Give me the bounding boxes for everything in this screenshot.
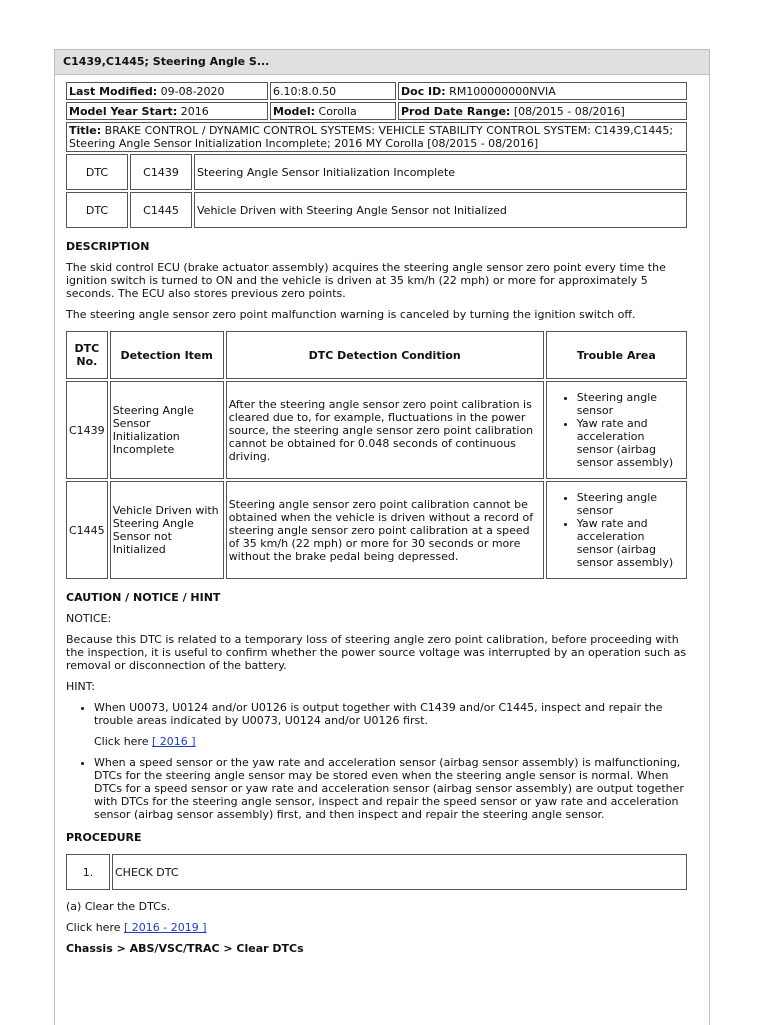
caution-heading: CAUTION / NOTICE / HINT (66, 591, 221, 604)
dtc-row: DTC C1439 Steering Angle Sensor Initialization Incomplete (66, 154, 687, 190)
table-row: C1439 Steering Angle Sensor Initialization Incomplete After the steering angle sensor zero point calibration is cleared due to, for example, fluctuations in the power source, the steering angle sensor zero point calibration cannot be obtained for 0.048 seconds of continuous driving. • Steering angle sensor • Yaw rate and acceleration sensor (airbag sensor assembly) (66, 381, 687, 479)
document-content (66, 80, 691, 963)
list-item: • When U0073, U0124 and/or U0126 is output together with C1439 and/or C1445, inspect and repair the trouble areas indicated by U0073, U0124 and/or U0126 first. Click here [ 2016 ] (94, 701, 691, 748)
document-frame (54, 49, 710, 1025)
last-modified-cell: Last Modified: 09-08-2020 (66, 82, 268, 100)
description-paragraph: The skid control ECU (brake actuator assembly) acquires the steering angle sensor zero point every time the ignition switch is turned to ON and the vehicle is driven at 35 km/h (22 mph) or more for approximately 5 seconds. The ECU also stores previous zero points. (66, 261, 666, 300)
dtc-row: DTC C1445 Vehicle Driven with Steering Angle Sensor not Initialized (66, 192, 687, 228)
click-here-line: Click here [ 2016 ] (94, 735, 196, 748)
notice-label: NOTICE: (66, 612, 112, 625)
list-item: • When a speed sensor or the yaw rate and acceleration sensor (airbag sensor assembly) is malfunctioning, DTCs for the steering angle sensor may be stored even when the steering angle sensor is normal. When DTCs for a speed sensor or yaw rate and acceleration sensor (airbag sensor assembly) are output together with DTCs for the steering angle sensor, inspect and repair the speed sensor or yaw rate and acceleration sensor (airbag sensor assembly) first, and then inspect and repair the steering angle sensor. (94, 756, 691, 821)
model-cell: Model: Corolla (270, 102, 396, 120)
procedure-step-table: 1. CHECK DTC (64, 852, 689, 892)
version-cell: 6.10:8.0.50 (270, 82, 396, 100)
link-2016[interactable]: [ 2016 ] (152, 735, 196, 748)
step-a: (a) Clear the DTCs. (66, 900, 171, 913)
click-here-line: Click here [ 2016 - 2019 ] (66, 921, 207, 934)
description-paragraph: The steering angle sensor zero point malfunction warning is canceled by turning the ignition switch off. (66, 308, 636, 321)
model-year-cell: Model Year Start: 2016 (66, 102, 268, 120)
title-cell: Title: BRAKE CONTROL / DYNAMIC CONTROL SYSTEMS: VEHICLE STABILITY CONTROL SYSTEM: C1439,C1445; Steering Angle Sensor Initialization Incomplete; 2016 MY Corolla [08/2015 - 08/2016] (66, 122, 687, 152)
dtc-summary-table (64, 152, 689, 230)
prod-date-cell: Prod Date Range: [08/2015 - 08/2016] (398, 102, 687, 120)
procedure-heading: PROCEDURE (66, 831, 142, 844)
link-2016-2019[interactable]: [ 2016 - 2019 ] (124, 921, 207, 934)
meta-table (64, 80, 689, 154)
step-title: CHECK DTC (112, 854, 687, 890)
table-row: C1445 Vehicle Driven with Steering Angle Sensor not Initialized Steering angle sensor zero point calibration cannot be obtained when the vehicle is driven without a record of steering angle sensor zero point calibration at a speed of 35 km/h (22 mph) or more for 30 seconds or more without the brake pedal being depressed. • Steering angle sensor • Yaw rate and acceleration sensor (airbag sensor assembly) (66, 481, 687, 579)
hint-list (66, 701, 691, 821)
hint-label: HINT: (66, 680, 95, 693)
procedure-path: Chassis > ABS/VSC/TRAC > Clear DTCs (66, 942, 304, 955)
notice-text: Because this DTC is related to a temporary loss of steering angle zero point calibration, before proceeding with the inspection, it is useful to confirm whether the power source voltage was interrupted by an operation such as removal or disconnection of the battery. (66, 633, 687, 672)
description-heading: DESCRIPTION (66, 240, 150, 253)
detection-table: DTC No. Detection Item DTC Detection Condition Trouble Area C1439 Steering Angle Sensor Initialization Incomplete After the steering angle sensor zero point calibration is cleared due to, for example, fluctuations in the power source, the steering angle sensor zero point calibration cannot be obtained for 0.048 seconds of continuous driving. • Steering angle sensor • Yaw rate and acceleration sensor (airbag sensor assembly) C1445 Vehicle Driven with Steering Angle Sensor not Initialized Steering angle sensor zero point calibration cannot be obtained when the vehicle is driven without a record of steering angle sensor zero point calibration at a speed of 35 km/h (22 mph) or more for 30 seconds or more without the brake pedal being depressed. • Steering angle sensor • Yaw rate and acceleration sensor (airbag sensor assembly) (64, 329, 689, 581)
doc-id-cell: Doc ID: RM100000000NVIA (398, 82, 687, 100)
document-title: C1439,C1445; Steering Angle S... (55, 50, 709, 75)
